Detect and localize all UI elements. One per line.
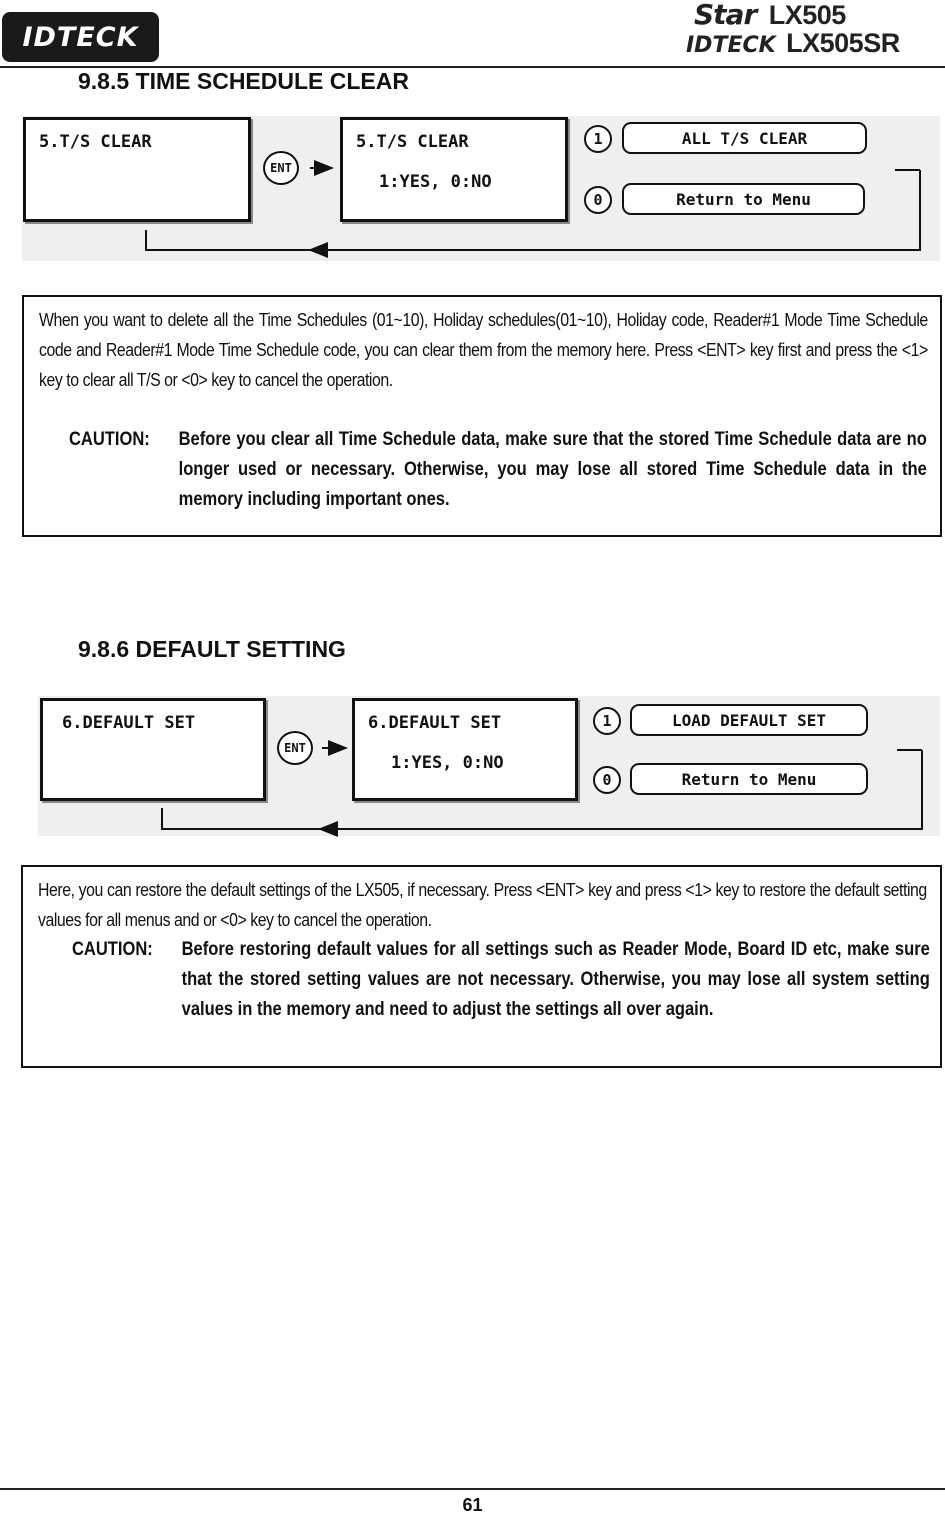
lcd-default-set-menu — [40, 698, 266, 801]
lcd-line-2: 1:YES, 0:NO — [379, 172, 492, 192]
key-0-icon — [593, 766, 621, 794]
default-setting-description: Here, you can restore the default settings of the LX505, if necessary. Press <ENT> key and press <1> key to restore the default setting values for all menus and or <0> key to cancel the operation. — [38, 880, 927, 930]
option-return-to-menu — [630, 763, 868, 795]
idteck-brand-small: IDTECK — [686, 33, 776, 58]
key-1-icon — [593, 707, 621, 735]
caution-label: CAUTION: — [72, 939, 153, 960]
caution-text: Before you clear all Time Schedule data, make sure that the stored Time Schedule data are no longer used or necessary. Otherwise, you may lose all stored Time Schedule data in the memory including important ones. — [178, 429, 927, 510]
key-0-label: 0 — [602, 771, 612, 789]
footer-divider — [0, 1488, 945, 1490]
lcd-default-set-confirm — [352, 698, 578, 801]
lcd-line-2: 1:YES, 0:NO — [391, 753, 504, 773]
option-label: ALL T/S CLEAR — [681, 128, 808, 148]
caution-text: Before restoring default values for all settings such as Reader Mode, Board ID etc, make sure that the stored setting values are not necessary. Otherwise, you may lose all system setting values in the memory and need to adjust the settings all over again. — [181, 939, 930, 1020]
key-1-label: 1 — [593, 130, 603, 148]
lcd-line-1: 6.DEFAULT SET — [368, 713, 502, 733]
ent-key-label: ENT — [284, 741, 306, 755]
caution-label: CAUTION: — [69, 429, 150, 450]
option-load-default-set — [630, 704, 868, 736]
model-lx505: LX505 — [768, 0, 846, 30]
section-title-default-setting: 9.8.6 DEFAULT SETTING — [78, 636, 346, 662]
key-1-label: 1 — [602, 712, 612, 730]
default-setting-note-box — [21, 865, 942, 1068]
ent-key-icon — [277, 731, 313, 765]
lcd-line-1: 5.T/S CLEAR — [39, 132, 152, 152]
key-0-label: 0 — [593, 191, 603, 209]
ent-key-label: ENT — [270, 161, 292, 175]
page-number: 61 — [462, 1495, 483, 1515]
model-lx505sr: LX505SR — [786, 28, 900, 58]
lcd-line-1: 6.DEFAULT SET — [62, 713, 196, 733]
lcd-line-1: 5.T/S CLEAR — [356, 132, 469, 152]
option-label: Return to Menu — [681, 769, 817, 789]
default-setting-caution — [72, 935, 929, 1057]
idteck-logo-text: IDTECK — [22, 21, 139, 53]
option-label: Return to Menu — [676, 189, 811, 209]
ts-clear-description: When you want to delete all the Time Schedules (01~10), Holiday schedules(01~10), Holiday code, Reader#1 Mode Time Schedule code and Reader#1 Mode Time Schedule code, you can clear them from the memory here. Press <ENT> key first and press the <1> key to clear all T/S or <0> key to cancel the operation. — [39, 310, 928, 390]
option-label: LOAD DEFAULT SET — [671, 710, 827, 730]
section-title-ts-clear: 9.8.5 TIME SCHEDULE CLEAR — [78, 68, 409, 94]
star-brand: Star — [694, 0, 757, 31]
